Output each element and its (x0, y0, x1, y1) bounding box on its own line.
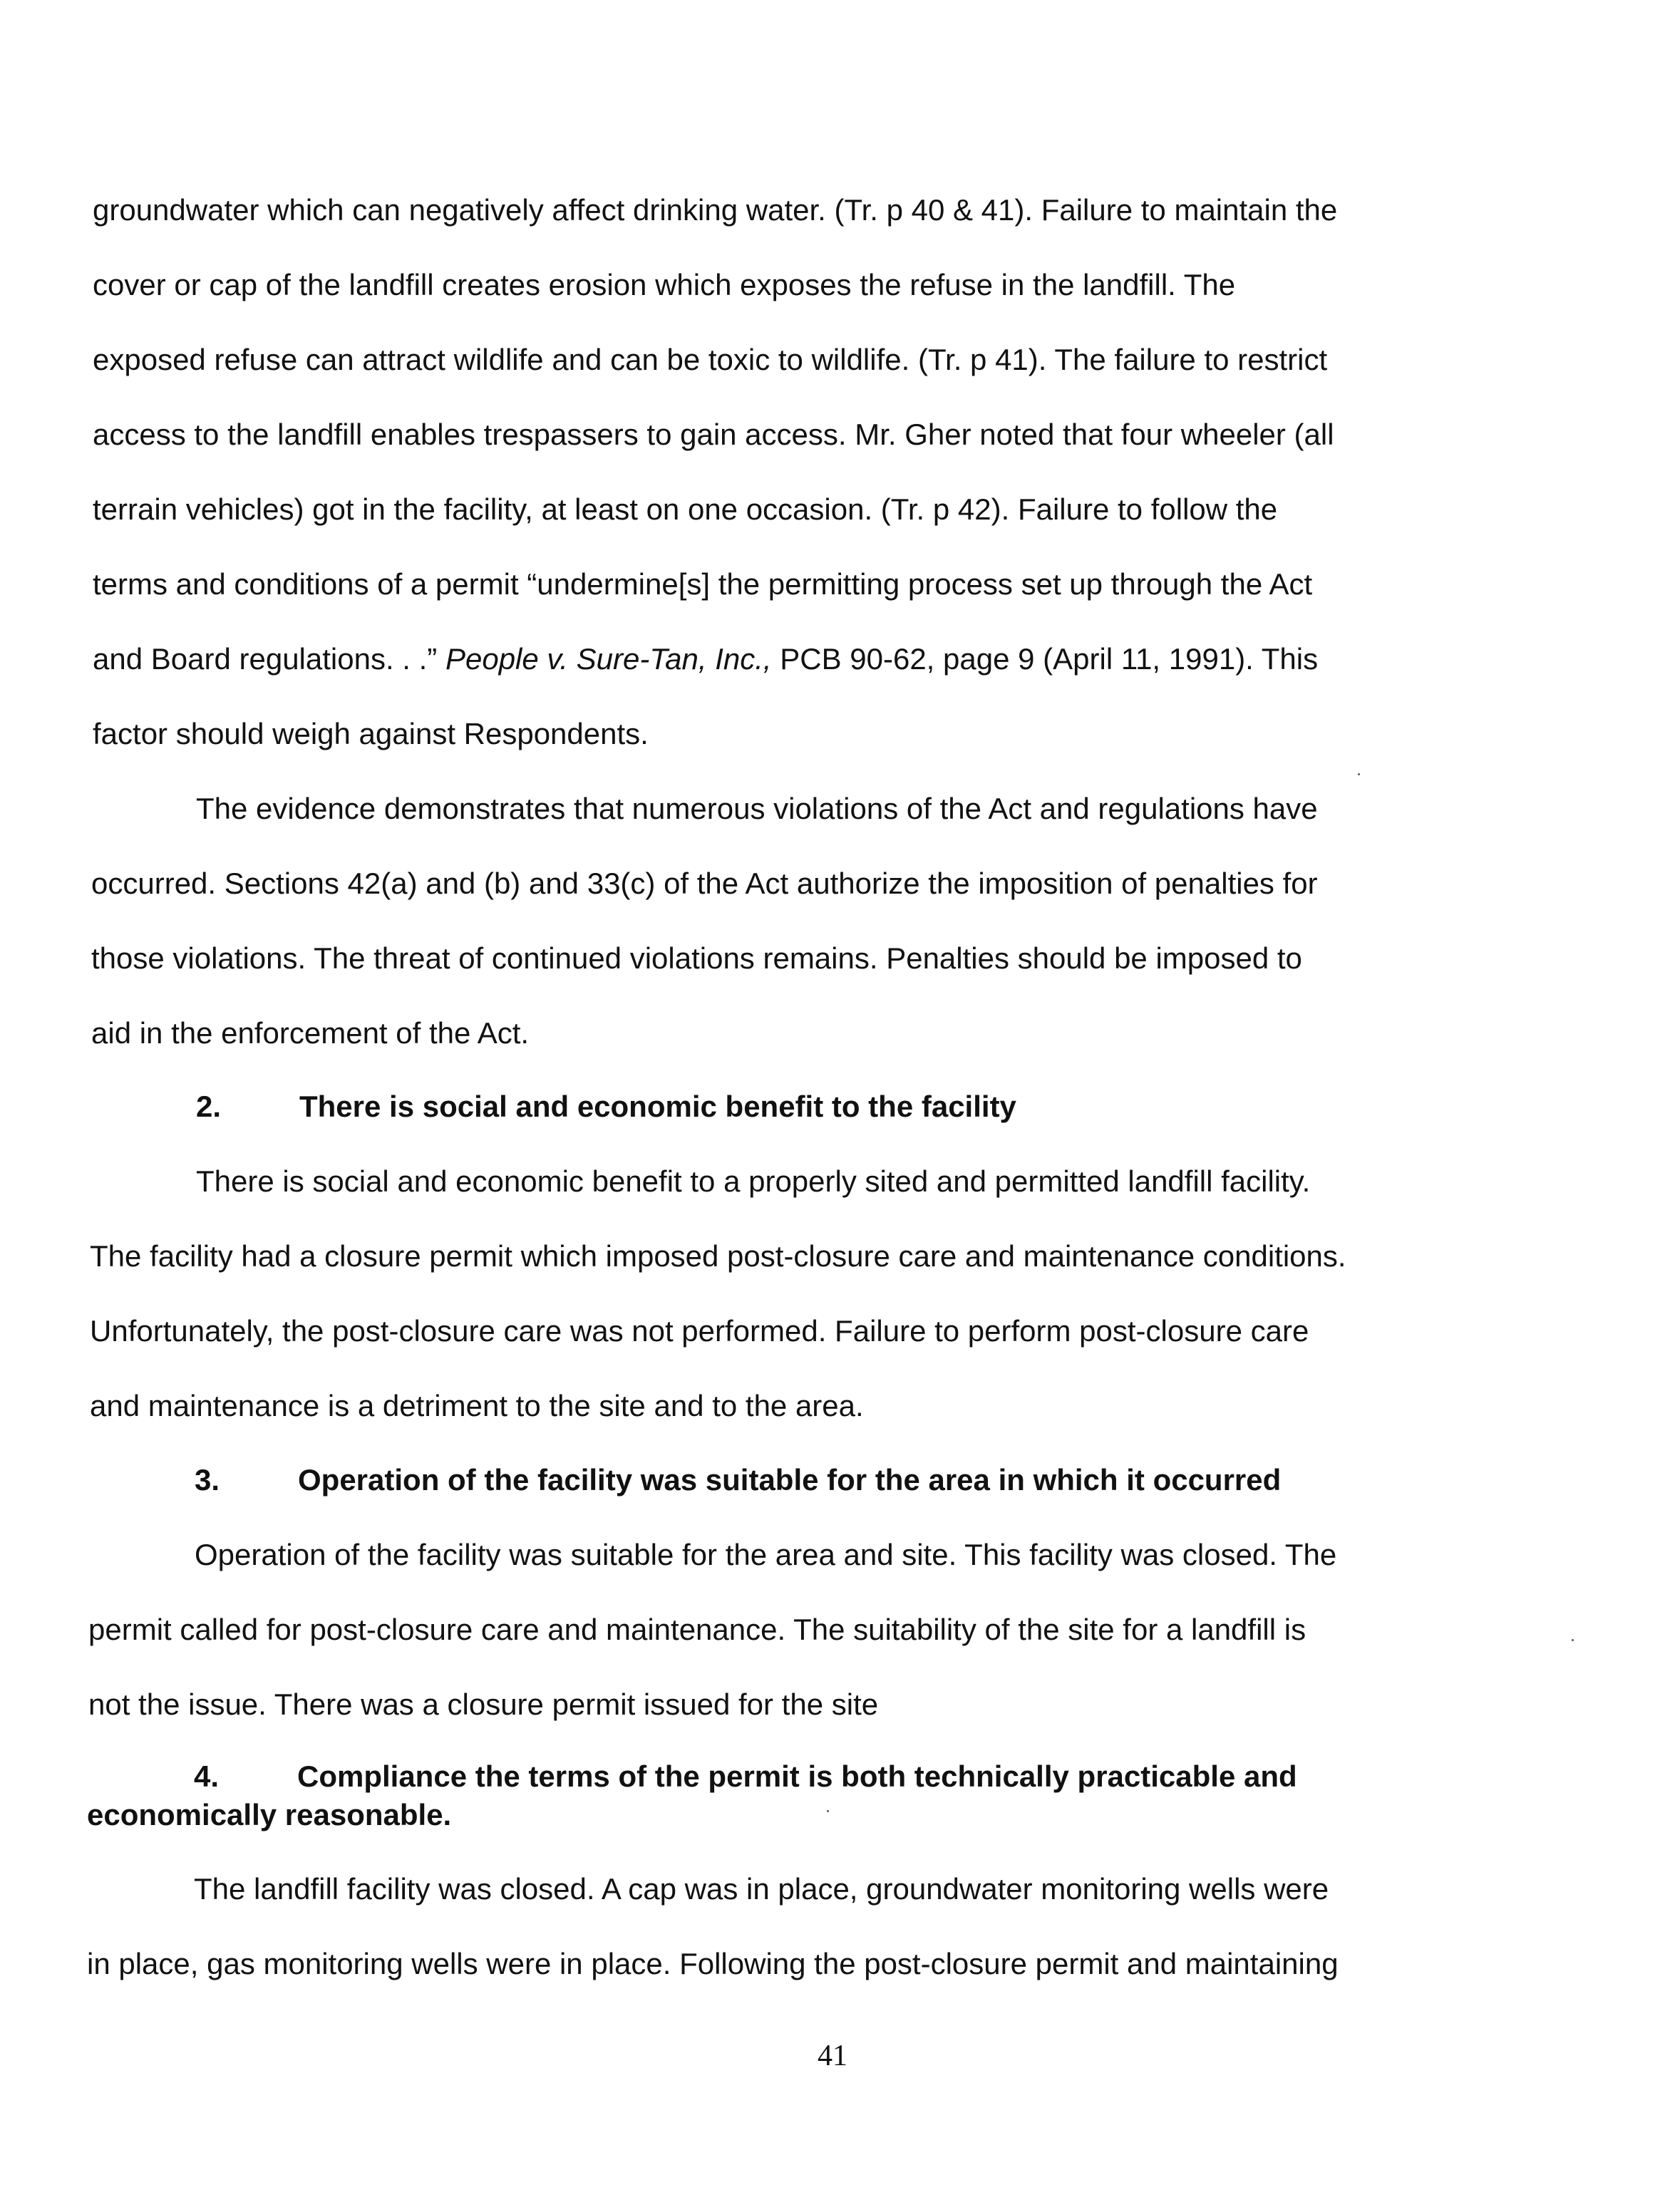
body-text-line: There is social and economic benefit to a properly sited and permitted landfill facility. (196, 1164, 1311, 1198)
section-title-continuation: economically reasonable. (87, 1798, 452, 1831)
body-text-line: those violations. The threat of continued violations remains. Penalties should be imposed to (91, 941, 1302, 975)
scan-speck (1572, 1639, 1574, 1641)
body-text-line: terms and conditions of a permit “undermine[s] the permitting process set up through the Act (93, 567, 1313, 601)
body-text-line: not the issue. There was a closure permit issued for the site (88, 1688, 879, 1721)
body-text-line-with-citation (93, 641, 1318, 677)
body-text-line: in place, gas monitoring wells were in place. Following the post-closure permit and maintaining (87, 1947, 1339, 1980)
section-number: 4. (194, 1759, 220, 1793)
body-text-line: occurred. Sections 42(a) and (b) and 33(c) of the Act authorize the imposition of penalties for (91, 867, 1318, 900)
body-text-line: permit called for post-closure care and maintenance. The suitability of the site for a landfill is (88, 1613, 1306, 1646)
section-heading (194, 1759, 1297, 1794)
body-text-line: terrain vehicles) got in the facility, at least on one occasion. (Tr. p 42). Failure to follow the (93, 492, 1278, 526)
section-title: Operation of the facility was suitable for the area in which it occurred (298, 1463, 1282, 1497)
scan-speck (827, 1810, 829, 1812)
body-text-line: groundwater which can negatively affect drinking water. (Tr. p 40 & 41). Failure to maintain the (93, 193, 1338, 227)
page-number: 41 (818, 2040, 847, 2072)
body-text-line: aid in the enforcement of the Act. (91, 1016, 530, 1050)
body-text-segment: PCB 90-62, page 9 (April 11, 1991). This (771, 642, 1319, 676)
body-text-line: factor should weigh against Respondents. (93, 717, 649, 750)
body-text-line: The facility had a closure permit which imposed post-closure care and maintenance conditions. (90, 1239, 1346, 1273)
case-citation: People v. Sure-Tan, Inc., (445, 642, 772, 676)
body-text-segment: and Board regulations. . .” (93, 642, 445, 676)
body-text-line: Unfortunately, the post-closure care was not performed. Failure to perform post-closure care (90, 1314, 1309, 1348)
body-text-line: access to the landfill enables trespassers to gain access. Mr. Gher noted that four wheeler (all (93, 418, 1334, 451)
body-text-line: cover or cap of the landfill creates erosion which exposes the refuse in the landfill. The (93, 268, 1236, 301)
body-text-line: The landfill facility was closed. A cap was in place, groundwater monitoring wells were (194, 1872, 1329, 1906)
section-number: 2. (196, 1090, 222, 1123)
section-heading (196, 1089, 1016, 1125)
body-text-line: Operation of the facility was suitable for the area and site. This facility was closed. The (195, 1538, 1337, 1571)
body-text-line: exposed refuse can attract wildlife and can be toxic to wildlife. (Tr. p 41). The failure to restrict (93, 343, 1328, 376)
body-text-line: and maintenance is a detriment to the site and to the area. (90, 1389, 864, 1422)
section-heading (195, 1462, 1281, 1498)
scan-speck (1358, 773, 1360, 775)
section-title: There is social and economic benefit to the facility (299, 1090, 1016, 1123)
section-number: 3. (195, 1463, 220, 1497)
body-text-line: The evidence demonstrates that numerous violations of the Act and regulations have (196, 792, 1318, 825)
section-title: Compliance the terms of the permit is both technically practicable and (297, 1759, 1297, 1793)
